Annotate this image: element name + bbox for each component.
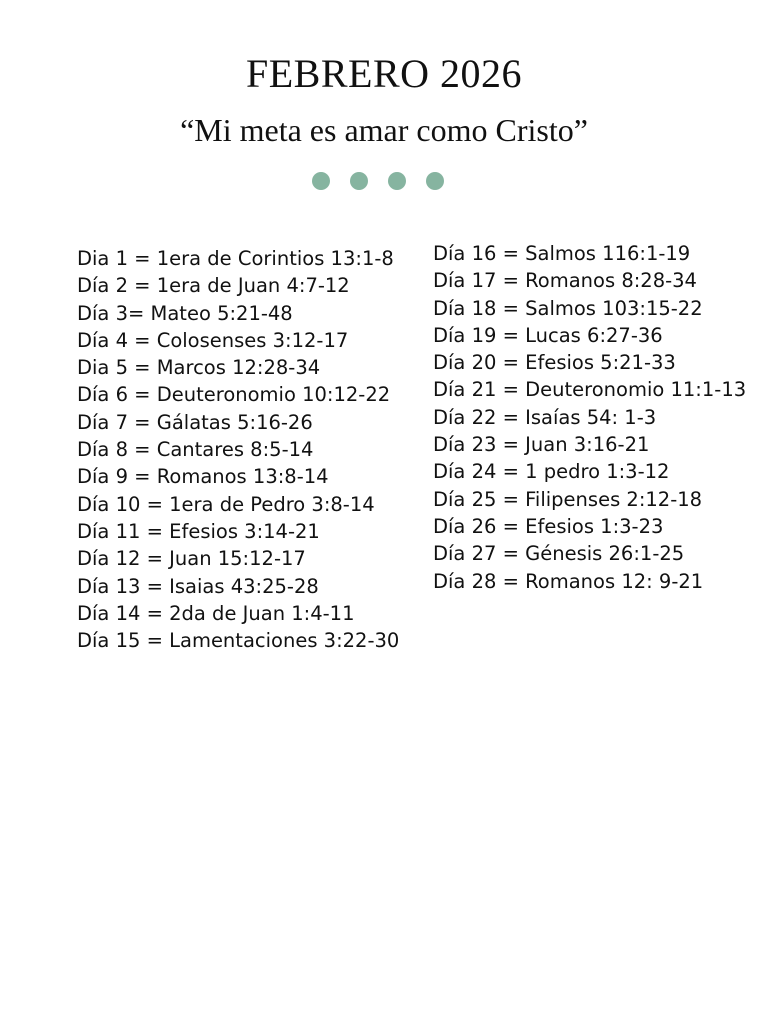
reading-item: Día 21 = Deuteronomio 11:1-13 <box>433 378 747 402</box>
reading-item: Día 16 = Salmos 116:1-19 <box>433 242 691 265</box>
reading-item: Día 18 = Salmos 103:15-22 <box>433 296 703 320</box>
reading-item: Día 6 = Deuteronomio 10:12-22 <box>77 383 391 407</box>
readings-list-left <box>77 245 399 654</box>
reading-item: Día 25 = Filipenses 2:12-18 <box>433 487 703 511</box>
reading-item: Día 12 = Juan 15:12-17 <box>77 547 306 571</box>
dot-icon <box>312 172 330 190</box>
reading-item: Día 4 = Colosenses 3:12-17 <box>77 328 349 352</box>
reading-item: Día 7 = Gálatas 5:16-26 <box>77 410 313 434</box>
dot-icon <box>388 172 406 190</box>
page-title: FEBRERO 2026 <box>245 51 523 96</box>
dot-icon <box>426 172 444 190</box>
reading-item: Día 9 = Romanos 13:8-14 <box>77 465 329 489</box>
reading-item: Día 17 = Romanos 8:28-34 <box>433 269 697 293</box>
readings-list-right <box>433 240 746 595</box>
reading-item: Día 10 = 1era de Pedro 3:8-14 <box>77 492 375 516</box>
reading-item: Día 26 = Efesios 1:3-23 <box>433 514 664 538</box>
reading-item: Día 14 = 2da de Juan 1:4-11 <box>77 601 355 625</box>
reading-item: Día 13 = Isaias 43:25-28 <box>77 574 319 598</box>
reading-item: Día 22 = Isaías 54: 1-3 <box>433 405 657 429</box>
reading-item: Día 19 = Lucas 6:27-36 <box>433 323 663 347</box>
reading-item: Día 15 = Lamentaciones 3:22-30 <box>77 629 400 653</box>
reading-item: Día 20 = Efesios 5:21-33 <box>433 351 676 375</box>
reading-item: Día 2 = 1era de Juan 4:7-12 <box>77 274 350 298</box>
reading-item: Día 23 = Juan 3:16-21 <box>433 433 650 457</box>
reading-item: Día 3= Mateo 5:21-48 <box>77 301 293 325</box>
reading-item: Dia 5 = Marcos 12:28-34 <box>77 356 321 380</box>
decorative-dots <box>312 172 444 190</box>
reading-item: Día 11 = Efesios 3:14-21 <box>77 519 320 543</box>
reading-item: Día 8 = Cantares 8:5-14 <box>77 438 314 462</box>
reading-item: Día 27 = Génesis 26:1-25 <box>433 542 685 566</box>
page-subtitle: “Mi meta es amar como Cristo” <box>180 112 588 148</box>
reading-item: Día 24 = 1 pedro 1:3-12 <box>433 460 670 484</box>
reading-item: Dia 1 = 1era de Corintios 13:1-8 <box>77 247 394 270</box>
reading-item: Día 28 = Romanos 12: 9-21 <box>433 569 704 593</box>
dot-icon <box>350 172 368 190</box>
